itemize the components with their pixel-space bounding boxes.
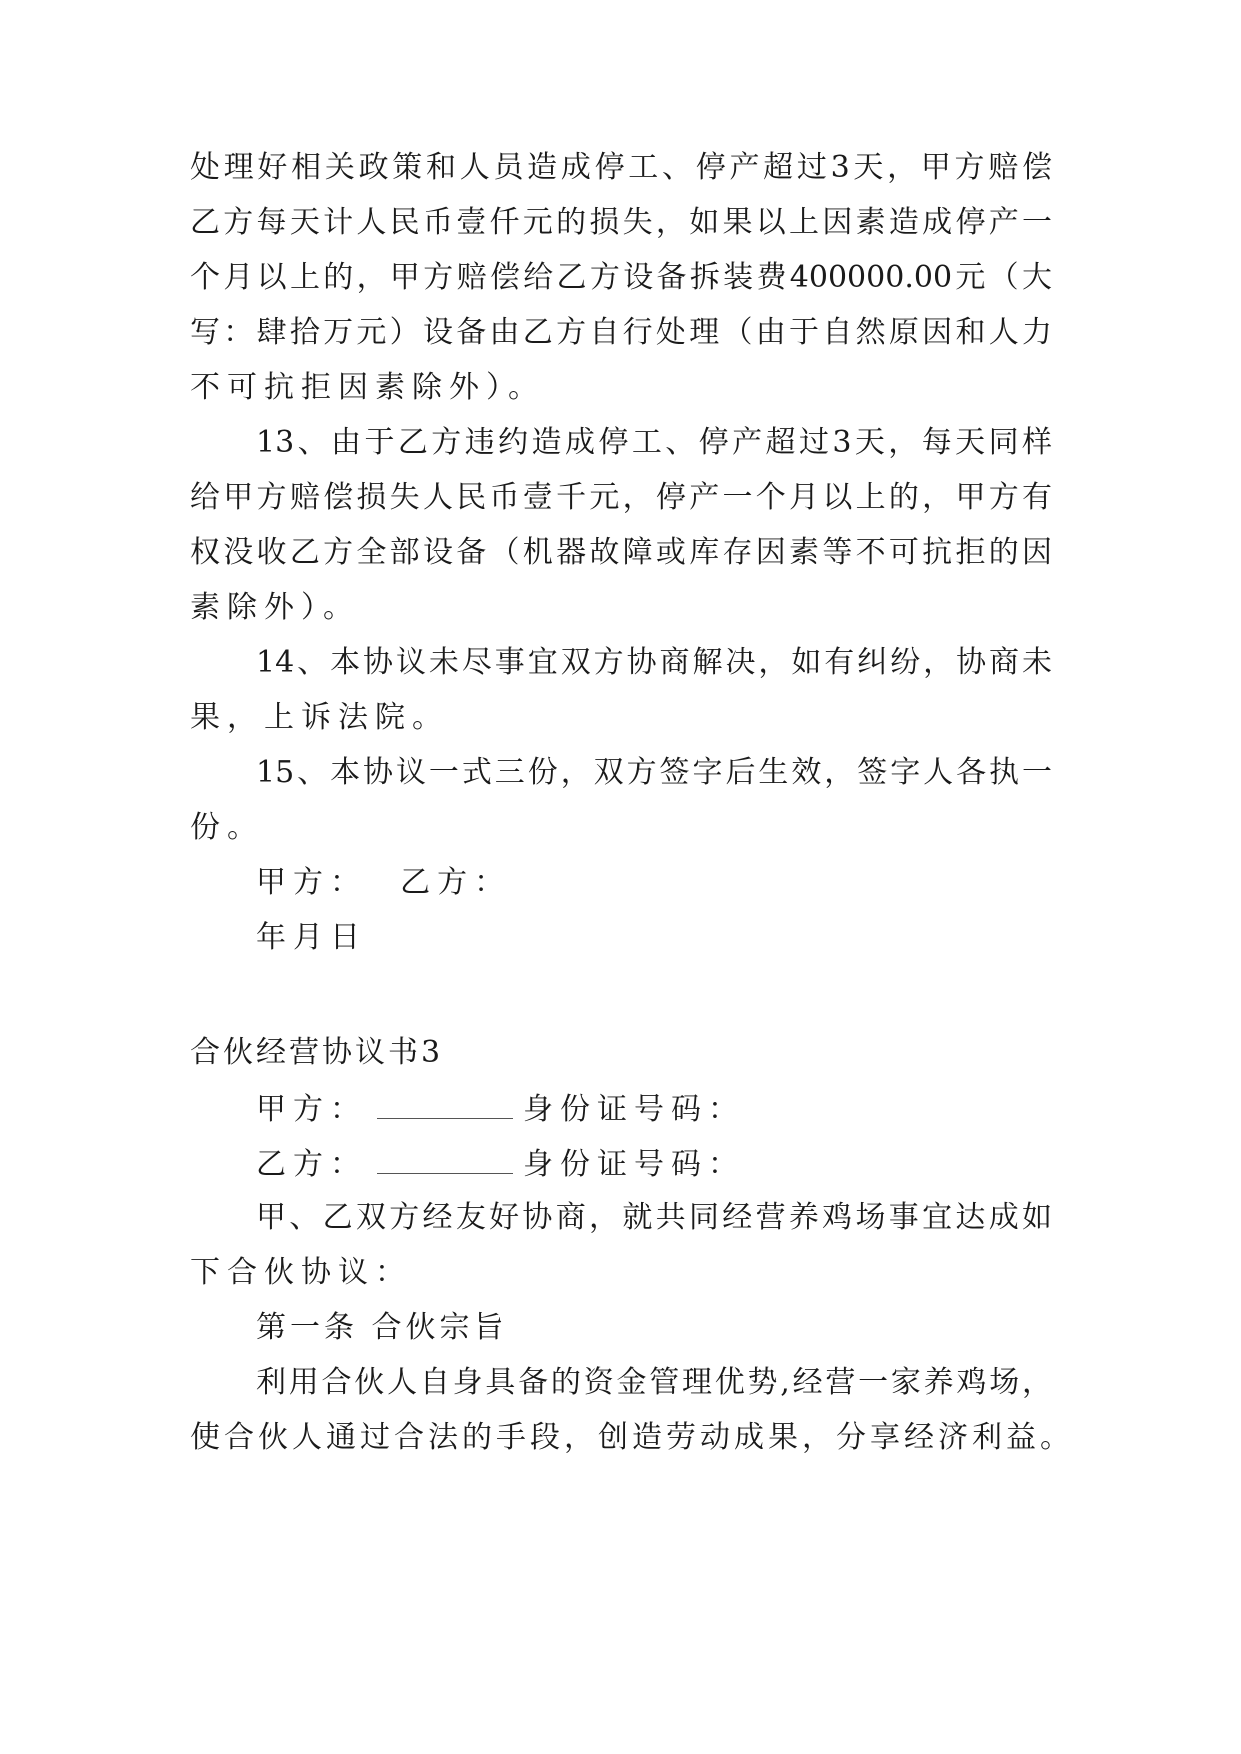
clause-12-line-2: 乙方每天计人民币壹仟元的损失，如果以上因素造成停产一 xyxy=(190,205,1052,240)
clause-12-line-3: 个月以上的，甲方赔偿给乙方设备拆装费400000.00元（大 xyxy=(190,260,1052,295)
clause-13-line-4: 素除外）。 xyxy=(190,590,360,625)
date-line: 年月日 xyxy=(256,920,367,955)
clause-13-line-1: 13、由于乙方违约造成停工、停产超过3天，每天同样 xyxy=(256,425,1052,460)
clause-14-line-2: 果，上诉法院。 xyxy=(190,700,449,735)
party-a-label: 甲方： xyxy=(256,1092,367,1127)
intro-line-1: 甲、乙双方经友好协商，就共同经营养鸡场事宜达成如 xyxy=(256,1200,1052,1235)
clause-13-line-3: 权没收乙方全部设备（机器故障或库存因素等不可抗拒的因 xyxy=(190,535,1052,570)
party-b-blank xyxy=(377,1143,513,1174)
party-b-label: 乙方： xyxy=(256,1147,367,1182)
clause-12-line-1: 处理好相关政策和人员造成停工、停产超过3天，甲方赔偿 xyxy=(190,150,1052,185)
article-1-line-1: 利用合伙人自身具备的资金管理优势,经营一家养鸡场， xyxy=(256,1365,1052,1400)
party-a-line xyxy=(256,1088,745,1128)
signature-line: 甲方： 乙方： xyxy=(256,865,512,900)
clause-15-line-2: 份。 xyxy=(190,810,264,845)
clause-14-line-1: 14、本协议未尽事宜双方协商解决，如有纠纷，协商未 xyxy=(256,645,1052,680)
article-1-line-2: 使合伙人通过合法的手段，创造劳动成果，分享经济利益。 xyxy=(190,1420,1070,1455)
party-b-line xyxy=(256,1143,745,1183)
party-a-blank xyxy=(377,1088,513,1119)
intro-line-2: 下合伙协议： xyxy=(190,1255,412,1290)
clause-13-line-2: 给甲方赔偿损失人民币壹千元，停产一个月以上的，甲方有 xyxy=(190,480,1052,515)
agreement-title: 合伙经营协议书3 xyxy=(190,1035,444,1070)
clause-12-line-5: 不可抗拒因素除外）。 xyxy=(190,370,545,405)
clause-15-line-1: 15、本协议一式三份，双方签字后生效，签字人各执一 xyxy=(256,755,1052,790)
clause-12-line-4: 写：肆拾万元）设备由乙方自行处理（由于自然原因和人力 xyxy=(190,315,1052,350)
article-1-title: 第一条 合伙宗旨 xyxy=(256,1310,508,1345)
party-b-id-label: 身份证号码： xyxy=(523,1147,745,1182)
party-a-id-label: 身份证号码： xyxy=(523,1092,745,1127)
